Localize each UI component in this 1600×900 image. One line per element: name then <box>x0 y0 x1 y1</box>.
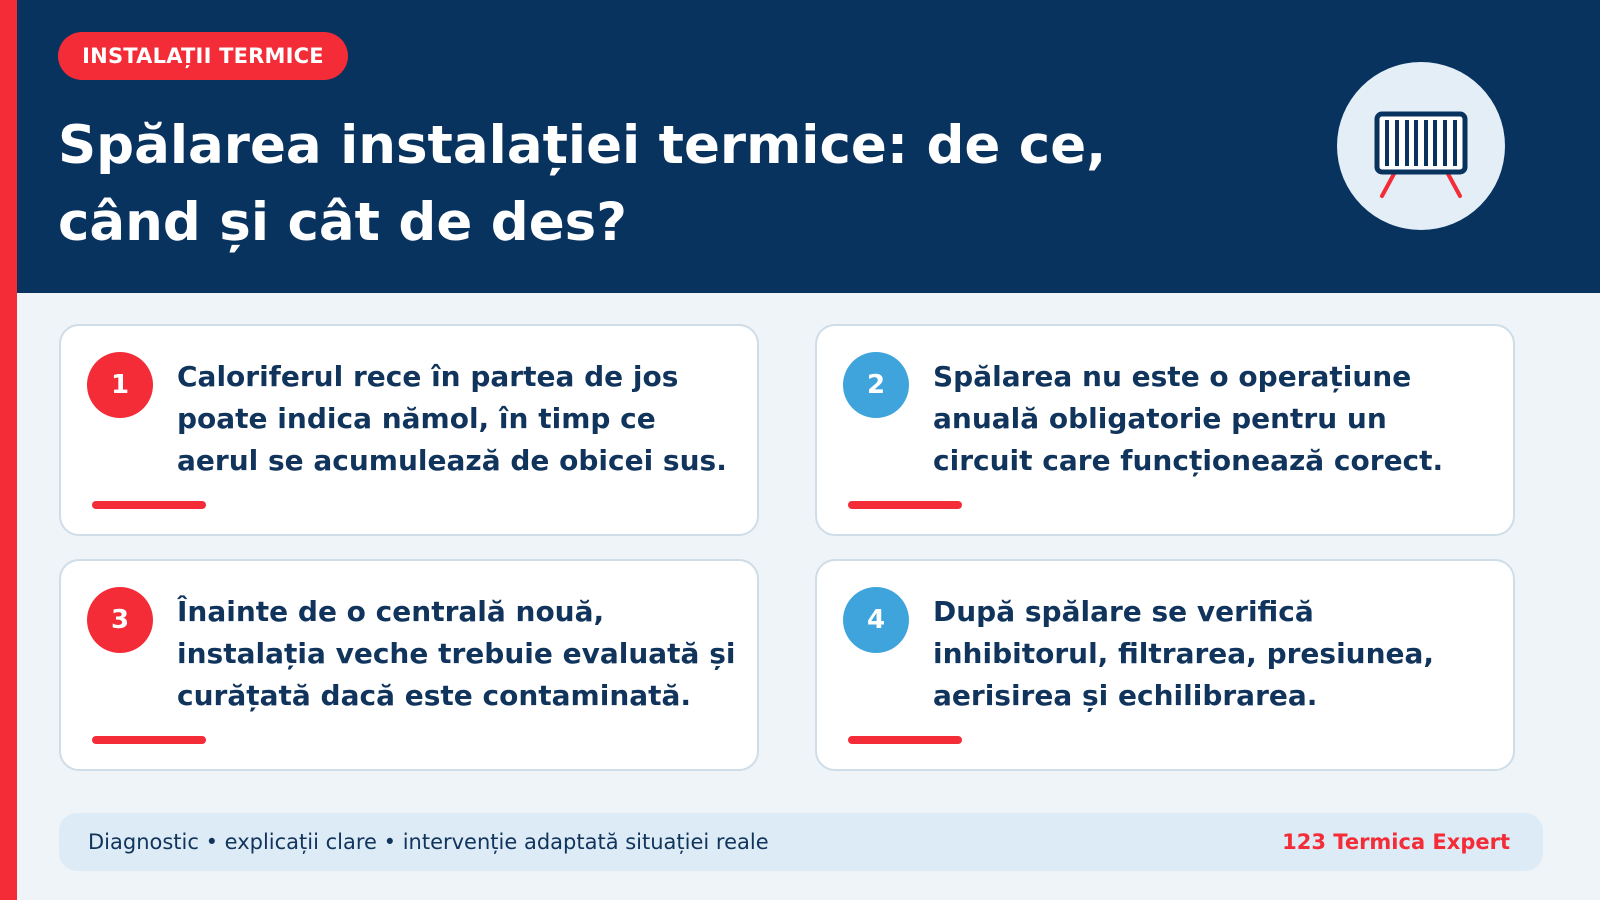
card-number-badge: 1 <box>87 352 153 418</box>
card-accent-line <box>848 736 962 744</box>
page-title: Spălarea instalației termice: de ce, când și cât de des? <box>58 115 1107 253</box>
radiator-icon <box>1337 62 1505 230</box>
card-text: Caloriferul rece în partea de jos poate indica nămol, în timp ce aerul se acumulează de obicei sus. <box>177 360 727 477</box>
card-accent-line <box>92 736 206 744</box>
card-number-badge: 3 <box>87 587 153 653</box>
info-card-2 <box>815 324 1515 536</box>
footer-tagline: Diagnostic • explicații clare • intervenție adaptată situației reale <box>88 830 769 854</box>
category-tag: INSTALAȚII TERMICE <box>58 32 348 80</box>
info-card-3 <box>59 559 759 771</box>
card-text: Spălarea nu este o operațiune anuală obligatorie pentru un circuit care funcționează corect. <box>933 360 1444 477</box>
card-accent-line <box>848 501 962 509</box>
info-card-4 <box>815 559 1515 771</box>
footer-bar <box>59 813 1543 871</box>
card-text: După spălare se verifică inhibitorul, filtrarea, presiunea, aerisirea și echilibrarea. <box>933 595 1435 712</box>
info-card-1 <box>59 324 759 536</box>
card-number-badge: 2 <box>843 352 909 418</box>
card-text: Înainte de o centrală nouă, instalația veche trebuie evaluată și curățată dacă este contaminată. <box>177 595 736 712</box>
card-number-badge: 4 <box>843 587 909 653</box>
left-accent-bar <box>0 0 17 900</box>
card-accent-line <box>92 501 206 509</box>
brand-name: 123 Termica Expert <box>1282 830 1510 854</box>
